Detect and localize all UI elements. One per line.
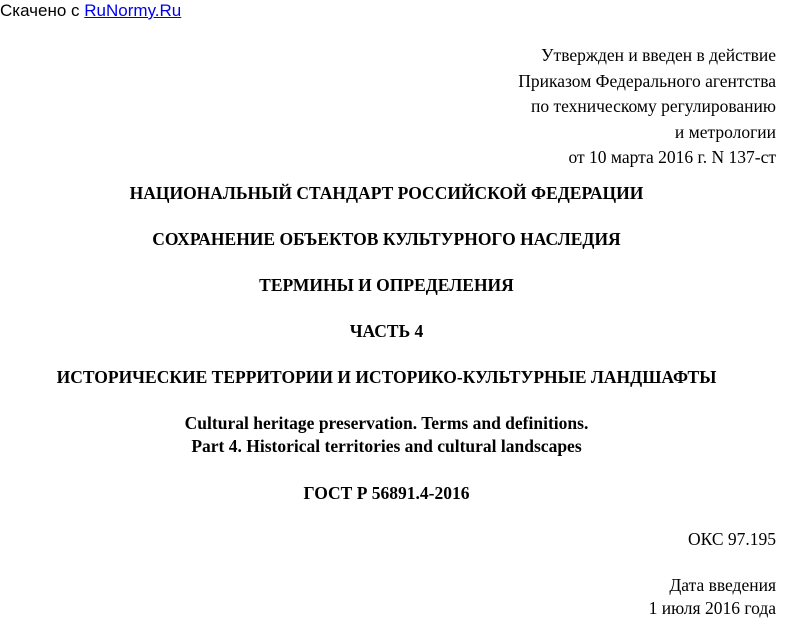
terms-title: ТЕРМИНЫ И ОПРЕДЕЛЕНИЯ bbox=[259, 275, 514, 295]
approval-line-3: по техническому регулированию bbox=[530, 96, 776, 116]
english-title-line-1: Cultural heritage preservation. Terms and definitions. bbox=[184, 413, 589, 433]
approval-line-4: и метрологии bbox=[674, 121, 776, 142]
approval-line-1: Утвержден и введен в действие bbox=[541, 45, 776, 65]
part-number: ЧАСТЬ 4 bbox=[349, 321, 424, 341]
oks-code: ОКС 97.195 bbox=[687, 529, 776, 549]
source-line bbox=[0, 0, 181, 22]
approval-block bbox=[518, 43, 776, 171]
national-standard-title: НАЦИОНАЛЬНЫЙ СТАНДАРТ РОССИЙСКОЙ ФЕДЕРАЦИИ bbox=[129, 183, 644, 203]
source-link[interactable]: RuNormy.Ru bbox=[84, 1, 182, 20]
part-title: ИСТОРИЧЕСКИЕ ТЕРРИТОРИИ И ИСТОРИКО-КУЛЬТУРНЫЕ ЛАНДШАФТЫ bbox=[56, 367, 717, 387]
standard-designation: ГОСТ Р 56891.4-2016 bbox=[303, 483, 470, 503]
english-title-line-2: Part 4. Historical territories and cultural landscapes bbox=[191, 436, 582, 456]
effective-date-label: Дата введения bbox=[669, 575, 776, 595]
source-prefix: Скачено с bbox=[0, 1, 85, 20]
approval-line-5: от 10 марта 2016 г. N 137-ст bbox=[568, 147, 776, 167]
approval-line-2: Приказом Федерального агентства bbox=[518, 70, 776, 91]
effective-date: 1 июля 2016 года bbox=[648, 598, 776, 618]
subject-title: СОХРАНЕНИЕ ОБЪЕКТОВ КУЛЬТУРНОГО НАСЛЕДИЯ bbox=[152, 229, 621, 249]
